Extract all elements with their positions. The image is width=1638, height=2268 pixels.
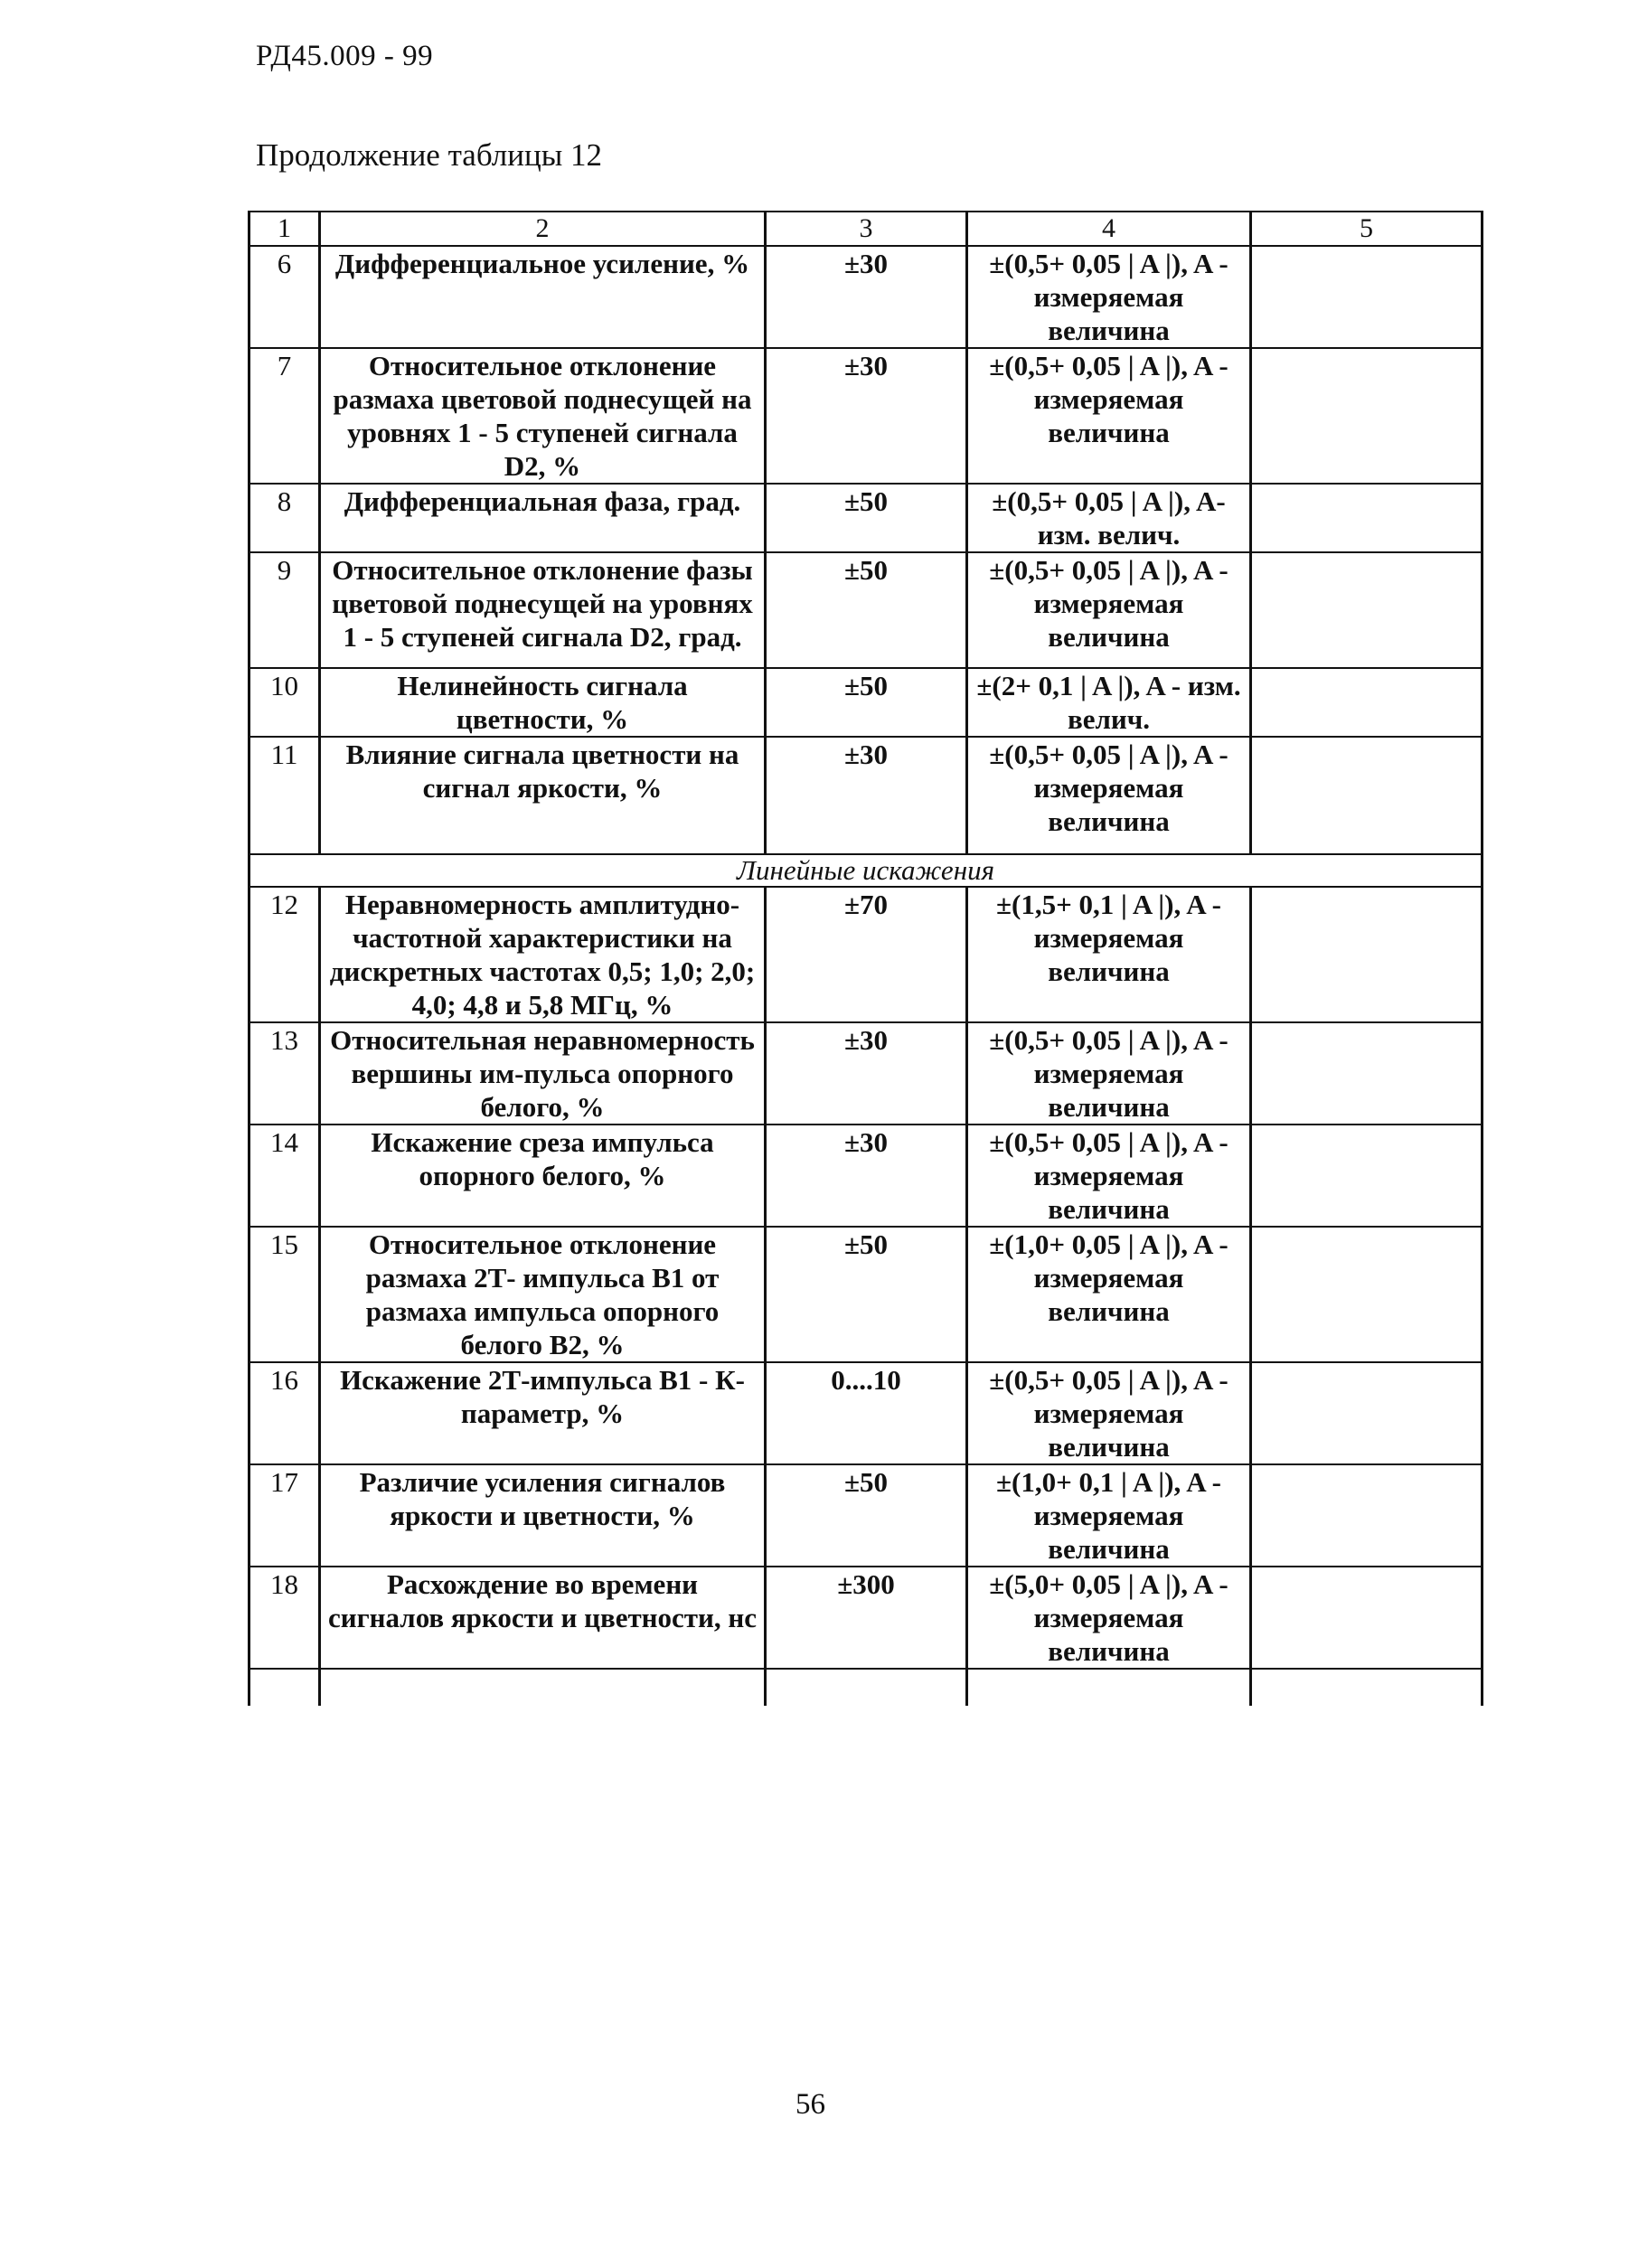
tolerance-limit: ±50 <box>766 1464 967 1567</box>
note-cell <box>1251 348 1483 484</box>
row-number: 14 <box>249 1125 320 1227</box>
note-cell <box>1251 1464 1483 1567</box>
column-header: 4 <box>967 212 1251 246</box>
measurement-error: ±(2+ 0,1 | A |), A - изм. велич. <box>967 668 1251 737</box>
measurement-error: ±(0,5+ 0,05 | A |), A- изм. велич. <box>967 484 1251 552</box>
parameter-name: Неравномерность амплитудно-частотной характеристики на дискретных частотах 0,5; 1,0; 2,0; 4,0; 4,8 и 5,8 МГц, % <box>320 887 766 1022</box>
measurement-error: ±(0,5+ 0,05 | A |), A - измеряемая величина <box>967 737 1251 854</box>
empty-cell <box>967 1669 1251 1706</box>
tolerance-limit: ±50 <box>766 1227 967 1362</box>
row-number: 12 <box>249 887 320 1022</box>
row-number: 9 <box>249 552 320 668</box>
table-row <box>249 484 1483 552</box>
measurement-error: ±(0,5+ 0,05 | A |), A - измеряемая величина <box>967 1022 1251 1125</box>
document-code: РД45.009 - 99 <box>256 40 434 72</box>
note-cell <box>1251 668 1483 737</box>
empty-row <box>249 1669 1483 1706</box>
note-cell <box>1251 1362 1483 1464</box>
row-number: 11 <box>249 737 320 854</box>
row-number: 16 <box>249 1362 320 1464</box>
section-title: Линейные искажения <box>249 854 1483 887</box>
measurement-error: ±(5,0+ 0,05 | A |), A - измеряемая величина <box>967 1567 1251 1669</box>
column-header: 5 <box>1251 212 1483 246</box>
row-number: 10 <box>249 668 320 737</box>
measurement-error: ±(0,5+ 0,05 | A |), A - измеряемая величина <box>967 1362 1251 1464</box>
tolerance-limit: ±50 <box>766 552 967 668</box>
column-header: 3 <box>766 212 967 246</box>
note-cell <box>1251 1022 1483 1125</box>
parameter-name: Искажение среза импульса опорного белого, % <box>320 1125 766 1227</box>
tolerance-limit: ±50 <box>766 668 967 737</box>
row-number: 7 <box>249 348 320 484</box>
parameter-name: Нелинейность сигнала цветности, % <box>320 668 766 737</box>
note-cell <box>1251 1227 1483 1362</box>
parameter-name: Относительное отклонение фазы цветовой поднесущей на уровнях 1 - 5 ступеней сигнала D2, град. <box>320 552 766 668</box>
row-number: 8 <box>249 484 320 552</box>
measurement-error: ±(1,0+ 0,1 | A |), A - измеряемая величина <box>967 1464 1251 1567</box>
row-number: 6 <box>249 246 320 348</box>
parameter-name: Влияние сигнала цветности на сигнал яркости, % <box>320 737 766 854</box>
row-number: 17 <box>249 1464 320 1567</box>
page-number: 56 <box>795 2088 825 2121</box>
row-number: 18 <box>249 1567 320 1669</box>
tolerance-limit: ±30 <box>766 246 967 348</box>
table-row <box>249 1362 1483 1464</box>
table-caption: Продолжение таблицы 12 <box>256 137 602 173</box>
note-cell <box>1251 887 1483 1022</box>
section-row <box>249 854 1483 887</box>
measurement-error: ±(1,0+ 0,05 | A |), A - измеряемая величина <box>967 1227 1251 1362</box>
table-row <box>249 348 1483 484</box>
parameter-name: Дифференциальное усиление, % <box>320 246 766 348</box>
table-row <box>249 668 1483 737</box>
note-cell <box>1251 484 1483 552</box>
parameter-name: Искажение 2Т-импульса В1 - К-параметр, % <box>320 1362 766 1464</box>
table-row <box>249 246 1483 348</box>
note-cell <box>1251 1567 1483 1669</box>
tolerance-limit: 0....10 <box>766 1362 967 1464</box>
tolerance-limit: ±30 <box>766 1022 967 1125</box>
note-cell <box>1251 737 1483 854</box>
measurement-error: ±(0,5+ 0,05 | A |), A - измеряемая величина <box>967 1125 1251 1227</box>
table-row <box>249 1567 1483 1669</box>
tolerance-limit: ±70 <box>766 887 967 1022</box>
tolerance-limit: ±30 <box>766 737 967 854</box>
measurement-error: ±(0,5+ 0,05 | A |), A - измеряемая величина <box>967 246 1251 348</box>
parameter-name: Расхождение во времени сигналов яркости и цветности, нс <box>320 1567 766 1669</box>
parameter-name: Различие усиления сигналов яркости и цветности, % <box>320 1464 766 1567</box>
table-row <box>249 737 1483 854</box>
tolerance-limit: ±30 <box>766 1125 967 1227</box>
table-row <box>249 1022 1483 1125</box>
tolerance-limit: ±50 <box>766 484 967 552</box>
table-row <box>249 1125 1483 1227</box>
tolerance-limit: ±300 <box>766 1567 967 1669</box>
measurement-error: ±(0,5+ 0,05 | A |), A - измеряемая величина <box>967 552 1251 668</box>
table-row <box>249 1227 1483 1362</box>
table-row <box>249 887 1483 1022</box>
measurement-error: ±(0,5+ 0,05 | A |), A - измеряемая величина <box>967 348 1251 484</box>
table-row <box>249 552 1483 668</box>
parameter-name: Относительная неравномерность вершины им-пульса опорного белого, % <box>320 1022 766 1125</box>
empty-cell <box>249 1669 320 1706</box>
empty-cell <box>1251 1669 1483 1706</box>
note-cell <box>1251 246 1483 348</box>
empty-cell <box>766 1669 967 1706</box>
note-cell <box>1251 552 1483 668</box>
table-row <box>249 1464 1483 1567</box>
row-number: 13 <box>249 1022 320 1125</box>
parameter-name: Дифференциальная фаза, град. <box>320 484 766 552</box>
column-number-row <box>249 212 1483 246</box>
empty-cell <box>320 1669 766 1706</box>
column-header: 2 <box>320 212 766 246</box>
tolerance-limit: ±30 <box>766 348 967 484</box>
parameter-name: Относительное отклонение размаха цветовой поднесущей на уровнях 1 - 5 ступеней сигнала D2, % <box>320 348 766 484</box>
note-cell <box>1251 1125 1483 1227</box>
column-header: 1 <box>249 212 320 246</box>
row-number: 15 <box>249 1227 320 1362</box>
measurement-error: ±(1,5+ 0,1 | A |), A - измеряемая величина <box>967 887 1251 1022</box>
parameters-table <box>248 211 1483 1706</box>
parameter-name: Относительное отклонение размаха 2Т- импульса В1 от размаха импульса опорного белого В2, % <box>320 1227 766 1362</box>
